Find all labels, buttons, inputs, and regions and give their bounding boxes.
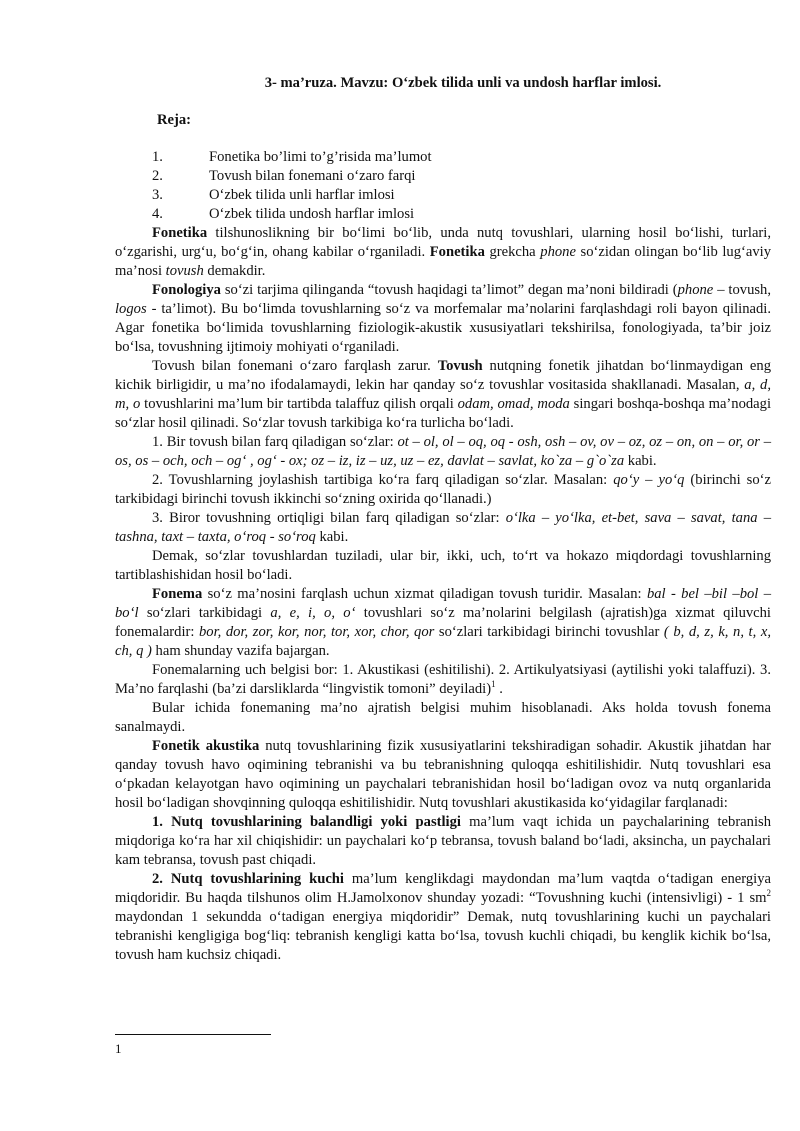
example: qo‘y – yo‘q <box>613 472 685 488</box>
example: ( b, d, z, k, n, t, x, ch, q ) <box>115 624 771 659</box>
example: logos <box>115 301 147 317</box>
paragraph-tovush <box>115 357 771 433</box>
text: singari boshqa-boshqa ma’nodagi so‘zlar hosil qilinadi. So‘zlar tovush tarkibiga ko‘ra turlicha bo‘ladi. <box>115 396 771 431</box>
list-item <box>115 205 771 224</box>
list-item-number: 4. <box>152 206 163 222</box>
text: 2. Tovushlarning joylashish tartibiga ko‘ra farq qiladigan so‘zlar. Masalan: <box>152 472 614 488</box>
text: so‘z ma’nosini farqlash uchun xizmat qiladigan tovush turidir. Masalan: <box>202 586 647 602</box>
text: ma’lum kenglikdagi maydondan ma’lum vaqtda o‘tadigan energiya miqdoridir. Bu haqda tilshunos olim H.Jamolxonov shunday yozadi: “Tovushning kuchi (intensivligi) - 1 sm <box>115 871 771 906</box>
term: Fonetika <box>152 225 208 241</box>
plan-heading: Reja: <box>157 112 192 128</box>
document-page <box>115 74 771 965</box>
superscript: 2 <box>766 888 771 899</box>
example: bal - bel –bil –bol – bo‘l <box>115 586 771 621</box>
footnote-number: 1 <box>115 1041 122 1056</box>
text: 1. Bir tovush bilan farq qiladigan so‘zlar: <box>152 434 398 450</box>
list-item-number: 2. <box>152 168 163 184</box>
term: Fonetika <box>429 244 485 260</box>
example: a, e, i, o, o‘ <box>270 605 356 621</box>
text: maydondan 1 sekundda o‘tadigan energiya miqdoridir” Demak, nutq tovushlarining kuchi un paychalari tebranishi kengligiga bog‘liq: tebranish kengligi katta bo‘lsa, tovush kuchli chiqadi, bu kenglik kichik bo‘lsa, tovush ham kuchsiz chiqadi. <box>115 909 771 963</box>
list-item-text: Tovush bilan fonemani o‘zaro farqi <box>209 168 416 184</box>
text: tovushlari so‘z ma’nolarini belgilash (ajratish)ga xizmat qiluvchi fonemalardir: <box>115 605 771 640</box>
paragraph-kuch <box>115 870 771 965</box>
example: odam, omad, moda <box>457 396 570 412</box>
term: Fonema <box>152 586 203 602</box>
paragraph-belgilar <box>115 661 771 699</box>
list-item <box>115 167 771 186</box>
list-item-text: Fonetika bo’limi to’g’risida ma’lumot <box>209 149 432 165</box>
text: Tovush bilan fonemani o‘zaro farqlash zarur. <box>152 358 438 374</box>
text: kabi. <box>315 529 349 545</box>
paragraph-demak: Demak, so‘zlar tovushlardan tuziladi, ular bir, ikki, uch, to‘rt va hokazo miqdordagi tovushlarning tartiblashishidan hosil bo‘ladi. <box>115 548 771 583</box>
example: phone <box>540 244 576 260</box>
paragraph-bular: Bular ichida fonemaning ma’no ajratish belgisi muhim hisoblanadi. Aks holda tovush fonema sanalmaydi. <box>115 700 771 735</box>
example: tovush <box>165 263 204 279</box>
text: - ta’limot). Bu bo‘limda tovushlarning so‘z va morfemalar ma’nolarini farqlashdagi roli bayon qilinadi. Agar fonetika bo‘limida tovushlarning fiziologik-akustik xususiyatlari tekshirilsa, fonologiyada, ta’bir joiz bo‘lsa, tovushning ijtimoiy mohiyati o‘rganiladi. <box>115 301 771 355</box>
paragraph-akustika <box>115 737 771 813</box>
paragraph-fonologiya <box>115 281 771 357</box>
text: nutq tovushlarining fizik xususiyatlarini tekshiradigan sohadir. Akustik jihatdan har qanday tovush havo oqimining tebranishi va bu tebranishning quloqqa eshitilishidir. Nutq tovushlari esa o‘pkadan kelayotgan havo oqimining un paychalari tebranishidan hosil bo‘ladigan ovoz va nutq organlarida hosil bo‘ladigan shovqinning quloqqa eshitilishidir. Nutq tovushlari akustikasida ko‘yidagilar farqlanadi: <box>115 738 771 811</box>
example: ot – ol, ol – oq, oq - osh, osh – ov, ov – oz, oz – on, on – or, or – os, os – och, och – og‘ , og‘ - ox; oz – iz, iz – uz, uz – ez, davlat – savlat, ko`za – g`o`za <box>115 434 771 469</box>
example: o‘lka – yo‘lka, et-bet, sava – savat, tana – tashna, taxt – taxta, o‘roq - so‘roq <box>115 510 771 545</box>
list-item <box>115 186 771 205</box>
text: nutqning fonetik jihatdan bo‘linmaydigan eng kichik birligidir, u ma’no ifodalamaydi, lekin har qanday so‘z tovushlar vositasida shakllanadi. Masalan, <box>115 358 771 393</box>
list-item-text: O‘zbek tilida unli harflar imlosi <box>209 187 395 203</box>
paragraph-example-2 <box>115 471 771 509</box>
list-item-text: O‘zbek tilida undosh harflar imlosi <box>209 206 415 222</box>
text: kabi. <box>624 453 657 469</box>
example: a, d, m, o <box>115 377 771 412</box>
paragraph-fonetika <box>115 224 771 281</box>
term: 1. Nutq tovushlarining balandligi yoki pastligi <box>152 814 461 830</box>
term: Tovush <box>437 358 483 374</box>
footnote-ref[interactable]: 1 <box>491 679 496 690</box>
text: Fonemalarning uch belgisi bor: 1. Akustikasi (eshitilishi). 2. Artikulyatsiyasi (aytilishi yoki talaffuzi). 3. Ma’no farqlashi (ba’zi darsliklarda “lingvistik tomoni” deyiladi) <box>115 662 771 697</box>
text: so‘zidan olingan bo‘lib lug‘aviy ma’nosi <box>115 244 772 279</box>
lecture-title: 3- ma’ruza. Mavzu: O‘zbek tilida unli va undosh harflar imlosi. <box>264 75 662 91</box>
example: phone <box>677 282 714 298</box>
list-item <box>115 148 771 167</box>
text: tilshunoslikning bir bo‘limi bo‘lib, unda nutq tovushlari, ularning hosil bo‘lishi, turlari, o‘zgarishi, urg‘u, bo‘g‘in, ohang kabilar o‘rganiladi. <box>115 225 771 260</box>
paragraph-example-3 <box>115 509 771 547</box>
paragraph-balandlik <box>115 813 771 870</box>
text: . <box>495 681 503 697</box>
term: Fonologiya <box>152 282 221 298</box>
text: demakdir. <box>203 263 266 279</box>
term: 2. Nutq tovushlarining kuchi <box>152 871 344 887</box>
footnote-separator <box>115 1034 271 1035</box>
text: tovushlarini ma’lum bir tartibda talaffuz qilish orqali <box>140 396 458 412</box>
example: bor, dor, zor, kor, nor, tor, xor, chor, qor <box>199 624 435 640</box>
list-item-number: 3. <box>152 187 163 203</box>
text: 3. Biror tovushning ortiqligi bilan farq qiladigan so‘zlar: <box>152 510 506 526</box>
text: (birinchi so‘z tarkibidagi birinchi tovush ikkinchi so‘zning oxirida qo‘llanadi.) <box>115 472 771 507</box>
text: ham shunday vazifa bajargan. <box>151 643 330 659</box>
plan-list <box>115 148 771 224</box>
text: – tovush, <box>713 282 771 298</box>
text: so‘zi tarjima qilinganda “tovush haqidagi ta’limot” degan ma’noni bildiradi ( <box>220 282 678 298</box>
text: so‘zlari tarkibidagi <box>138 605 271 621</box>
list-item-number: 1. <box>152 149 163 165</box>
text: grekcha <box>484 244 541 260</box>
text: so‘zlari tarkibidagi birinchi tovushlar <box>434 624 664 640</box>
paragraph-example-1 <box>115 433 771 471</box>
term: Fonetik akustika <box>152 738 260 754</box>
text: ma’lum vaqt ichida un paychalarining tebranish miqdoriga ko‘ra har xil chiqishidir: un paychalari ko‘p tebransa, tovush baland bo‘ladi, aksincha, un paychalari kam tebransa, tovush past chiqadi. <box>115 814 771 868</box>
paragraph-fonema <box>115 585 771 661</box>
